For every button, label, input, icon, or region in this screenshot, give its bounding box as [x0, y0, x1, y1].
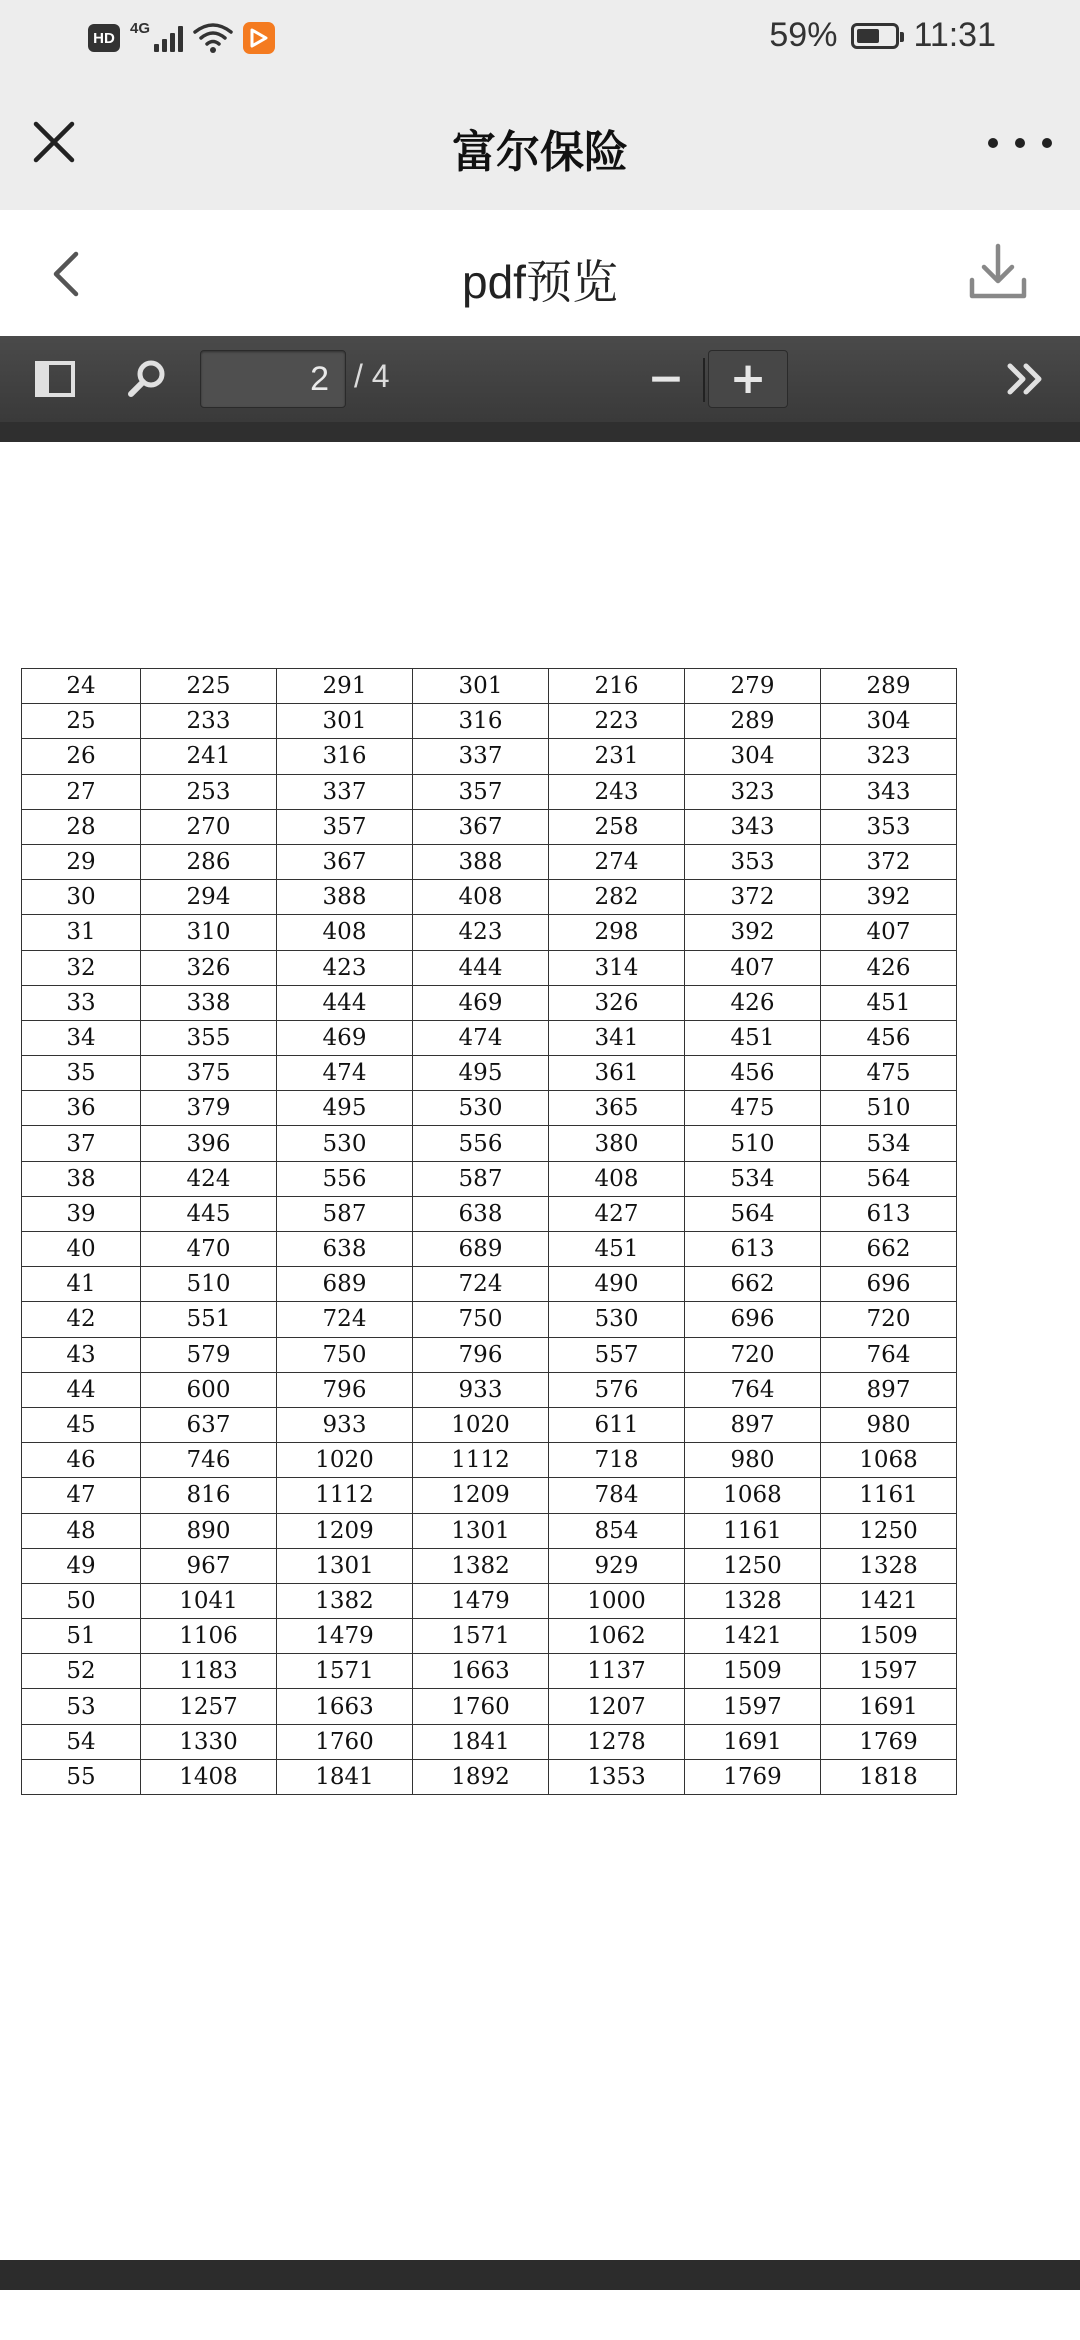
table-cell: 388 — [413, 844, 549, 879]
table-cell: 408 — [413, 880, 549, 915]
table-cell: 576 — [549, 1372, 685, 1407]
table-cell: 456 — [821, 1020, 957, 1055]
table-cell: 298 — [549, 915, 685, 950]
table-cell: 1408 — [141, 1759, 277, 1794]
table-cell: 556 — [277, 1161, 413, 1196]
table-cell: 613 — [685, 1232, 821, 1267]
table-cell: 1250 — [685, 1548, 821, 1583]
table-row — [22, 880, 957, 915]
table-cell: 724 — [413, 1267, 549, 1302]
table-cell: 1209 — [277, 1513, 413, 1548]
table-cell: 796 — [413, 1337, 549, 1372]
table-cell: 456 — [685, 1056, 821, 1091]
table-cell: 720 — [685, 1337, 821, 1372]
table-cell: 600 — [141, 1372, 277, 1407]
table-cell: 43 — [22, 1337, 141, 1372]
table-cell: 1509 — [821, 1619, 957, 1654]
search-icon[interactable] — [124, 356, 170, 402]
page-number-input[interactable]: 2 — [200, 350, 346, 408]
table-cell: 530 — [277, 1126, 413, 1161]
table-cell: 52 — [22, 1654, 141, 1689]
table-cell: 241 — [141, 739, 277, 774]
table-row — [22, 950, 957, 985]
table-cell: 301 — [413, 669, 549, 704]
table-cell: 510 — [821, 1091, 957, 1126]
table-cell: 696 — [821, 1267, 957, 1302]
table-cell: 1421 — [685, 1619, 821, 1654]
table-cell: 270 — [141, 809, 277, 844]
table-row — [22, 1443, 957, 1478]
table-row — [22, 1302, 957, 1337]
table-cell: 289 — [685, 704, 821, 739]
table-cell: 796 — [277, 1372, 413, 1407]
table-cell: 338 — [141, 985, 277, 1020]
table-cell: 392 — [821, 880, 957, 915]
status-icons-left — [88, 22, 275, 54]
table-row — [22, 739, 957, 774]
table-cell: 1571 — [413, 1619, 549, 1654]
table-cell: 45 — [22, 1407, 141, 1442]
zoom-in-label: + — [729, 353, 767, 404]
table-cell: 289 — [821, 669, 957, 704]
table-cell: 933 — [413, 1372, 549, 1407]
table-cell: 1278 — [549, 1724, 685, 1759]
bottom-bar — [0, 2260, 1080, 2290]
table-cell: 54 — [22, 1724, 141, 1759]
table-cell: 258 — [549, 809, 685, 844]
table-cell: 27 — [22, 774, 141, 809]
status-bar — [0, 0, 1080, 82]
table-cell: 32 — [22, 950, 141, 985]
table-cell: 724 — [277, 1302, 413, 1337]
table-cell: 854 — [549, 1513, 685, 1548]
table-cell: 314 — [549, 950, 685, 985]
table-cell: 474 — [413, 1020, 549, 1055]
table-cell: 764 — [821, 1337, 957, 1372]
table-cell: 662 — [685, 1267, 821, 1302]
table-row — [22, 809, 957, 844]
table-cell: 26 — [22, 739, 141, 774]
table-cell: 897 — [685, 1407, 821, 1442]
table-cell: 301 — [277, 704, 413, 739]
wifi-icon — [193, 22, 233, 54]
table-cell: 444 — [413, 950, 549, 985]
table-cell: 587 — [277, 1196, 413, 1231]
table-cell: 28 — [22, 809, 141, 844]
status-icons-right — [769, 16, 996, 55]
table-row — [22, 985, 957, 1020]
table-cell: 1257 — [141, 1689, 277, 1724]
table-cell: 1597 — [685, 1689, 821, 1724]
table-cell: 1020 — [413, 1407, 549, 1442]
pdf-toolbar — [0, 336, 1080, 422]
clock: 11:31 — [913, 16, 996, 54]
table-cell: 37 — [22, 1126, 141, 1161]
table-cell: 1353 — [549, 1759, 685, 1794]
table-cell: 1183 — [141, 1654, 277, 1689]
double-chevron-right-icon[interactable] — [1004, 356, 1050, 402]
table-cell: 1382 — [413, 1548, 549, 1583]
table-cell: 689 — [413, 1232, 549, 1267]
table-cell: 1137 — [549, 1654, 685, 1689]
app-title-bar — [0, 82, 1080, 210]
battery-percent: 59% — [769, 16, 838, 54]
table-cell: 1597 — [821, 1654, 957, 1689]
table-row — [22, 915, 957, 950]
table-cell: 1112 — [277, 1478, 413, 1513]
table-row — [22, 1267, 957, 1302]
table-cell: 469 — [413, 985, 549, 1020]
table-cell: 490 — [549, 1267, 685, 1302]
table-cell: 279 — [685, 669, 821, 704]
table-row — [22, 1232, 957, 1267]
table-cell: 44 — [22, 1372, 141, 1407]
download-icon[interactable] — [966, 240, 1030, 304]
table-row — [22, 1689, 957, 1724]
table-cell: 294 — [141, 880, 277, 915]
table-cell: 341 — [549, 1020, 685, 1055]
table-cell: 1509 — [685, 1654, 821, 1689]
table-cell: 475 — [685, 1091, 821, 1126]
table-cell: 1068 — [821, 1443, 957, 1478]
table-cell: 29 — [22, 844, 141, 879]
table-cell: 1421 — [821, 1583, 957, 1618]
table-cell: 1663 — [413, 1654, 549, 1689]
table-cell: 380 — [549, 1126, 685, 1161]
table-cell: 1068 — [685, 1478, 821, 1513]
table-cell: 30 — [22, 880, 141, 915]
zoom-out-button[interactable] — [632, 350, 700, 408]
table-cell: 286 — [141, 844, 277, 879]
table-cell: 1161 — [685, 1513, 821, 1548]
table-cell: 408 — [549, 1161, 685, 1196]
table-cell: 1769 — [685, 1759, 821, 1794]
table-row — [22, 1196, 957, 1231]
zoom-out-label: − — [647, 353, 685, 404]
zoom-separator — [703, 358, 705, 402]
table-cell: 372 — [821, 844, 957, 879]
table-cell: 216 — [549, 669, 685, 704]
table-cell: 223 — [549, 704, 685, 739]
table-cell: 355 — [141, 1020, 277, 1055]
hd-badge: HD — [88, 24, 120, 52]
table-cell: 337 — [277, 774, 413, 809]
table-row — [22, 1126, 957, 1161]
table-cell: 34 — [22, 1020, 141, 1055]
table-cell: 53 — [22, 1689, 141, 1724]
table-cell: 1041 — [141, 1583, 277, 1618]
table-cell: 1479 — [277, 1619, 413, 1654]
table-cell: 1112 — [413, 1443, 549, 1478]
table-cell: 357 — [413, 774, 549, 809]
table-cell: 1691 — [685, 1724, 821, 1759]
table-cell: 1328 — [821, 1548, 957, 1583]
table-cell: 451 — [685, 1020, 821, 1055]
table-cell: 1818 — [821, 1759, 957, 1794]
table-cell: 510 — [685, 1126, 821, 1161]
table-cell: 343 — [685, 809, 821, 844]
table-cell: 696 — [685, 1302, 821, 1337]
sub-navigation-bar — [0, 210, 1080, 336]
table-cell: 746 — [141, 1443, 277, 1478]
table-row — [22, 1020, 957, 1055]
table-cell: 1760 — [277, 1724, 413, 1759]
more-dots-icon[interactable] — [988, 128, 1052, 158]
table-cell: 365 — [549, 1091, 685, 1126]
table-cell: 469 — [277, 1020, 413, 1055]
table-cell: 551 — [141, 1302, 277, 1337]
table-cell: 1691 — [821, 1689, 957, 1724]
table-cell: 444 — [277, 985, 413, 1020]
table-cell: 1328 — [685, 1583, 821, 1618]
table-row — [22, 1091, 957, 1126]
table-cell: 357 — [277, 809, 413, 844]
table-cell: 1382 — [277, 1583, 413, 1618]
table-cell: 372 — [685, 880, 821, 915]
table-cell: 534 — [685, 1161, 821, 1196]
table-cell: 530 — [413, 1091, 549, 1126]
table-cell: 426 — [821, 950, 957, 985]
rate-table — [21, 668, 957, 1795]
table-cell: 361 — [549, 1056, 685, 1091]
table-cell: 475 — [821, 1056, 957, 1091]
table-cell: 980 — [821, 1407, 957, 1442]
sidebar-toggle-icon[interactable] — [32, 356, 78, 402]
table-cell: 367 — [277, 844, 413, 879]
table-cell: 750 — [413, 1302, 549, 1337]
table-cell: 25 — [22, 704, 141, 739]
table-cell: 1250 — [821, 1513, 957, 1548]
table-cell: 39 — [22, 1196, 141, 1231]
table-cell: 564 — [821, 1161, 957, 1196]
table-cell: 304 — [821, 704, 957, 739]
table-cell: 396 — [141, 1126, 277, 1161]
table-row — [22, 1407, 957, 1442]
table-cell: 49 — [22, 1548, 141, 1583]
table-cell: 38 — [22, 1161, 141, 1196]
table-cell: 720 — [821, 1302, 957, 1337]
table-cell: 1760 — [413, 1689, 549, 1724]
table-cell: 611 — [549, 1407, 685, 1442]
table-cell: 24 — [22, 669, 141, 704]
video-app-icon — [243, 22, 275, 54]
table-cell: 474 — [277, 1056, 413, 1091]
table-row — [22, 704, 957, 739]
table-row — [22, 1478, 957, 1513]
table-cell: 375 — [141, 1056, 277, 1091]
table-cell: 323 — [685, 774, 821, 809]
table-cell: 35 — [22, 1056, 141, 1091]
table-cell: 274 — [549, 844, 685, 879]
network-type: 4G — [130, 20, 151, 37]
table-cell: 445 — [141, 1196, 277, 1231]
table-cell: 33 — [22, 985, 141, 1020]
table-cell: 407 — [685, 950, 821, 985]
table-cell: 1841 — [277, 1759, 413, 1794]
table-cell: 1207 — [549, 1689, 685, 1724]
table-cell: 638 — [277, 1232, 413, 1267]
table-cell: 534 — [821, 1126, 957, 1161]
table-cell: 427 — [549, 1196, 685, 1231]
table-cell: 556 — [413, 1126, 549, 1161]
table-cell: 1663 — [277, 1689, 413, 1724]
table-cell: 388 — [277, 880, 413, 915]
table-cell: 1106 — [141, 1619, 277, 1654]
table-row — [22, 774, 957, 809]
table-cell: 451 — [821, 985, 957, 1020]
table-cell: 1892 — [413, 1759, 549, 1794]
table-cell: 929 — [549, 1548, 685, 1583]
table-cell: 379 — [141, 1091, 277, 1126]
table-cell: 326 — [141, 950, 277, 985]
table-cell: 316 — [277, 739, 413, 774]
table-cell: 750 — [277, 1337, 413, 1372]
table-cell: 816 — [141, 1478, 277, 1513]
table-cell: 557 — [549, 1337, 685, 1372]
table-cell: 31 — [22, 915, 141, 950]
app-title: 富尔保险 — [452, 127, 628, 178]
table-cell: 530 — [549, 1302, 685, 1337]
table-cell: 638 — [413, 1196, 549, 1231]
table-cell: 967 — [141, 1548, 277, 1583]
table-row — [22, 1619, 957, 1654]
table-row — [22, 1548, 957, 1583]
table-cell: 1301 — [413, 1513, 549, 1548]
battery-icon — [851, 23, 899, 49]
table-cell: 47 — [22, 1478, 141, 1513]
table-cell: 1301 — [277, 1548, 413, 1583]
table-row — [22, 1724, 957, 1759]
table-cell: 40 — [22, 1232, 141, 1267]
table-cell: 225 — [141, 669, 277, 704]
table-row — [22, 844, 957, 879]
table-cell: 1000 — [549, 1583, 685, 1618]
table-cell: 55 — [22, 1759, 141, 1794]
table-cell: 495 — [413, 1056, 549, 1091]
table-cell: 1769 — [821, 1724, 957, 1759]
table-cell: 495 — [277, 1091, 413, 1126]
table-cell: 718 — [549, 1443, 685, 1478]
table-cell: 1161 — [821, 1478, 957, 1513]
table-cell: 510 — [141, 1267, 277, 1302]
table-cell: 243 — [549, 774, 685, 809]
table-cell: 1062 — [549, 1619, 685, 1654]
signal-icon — [154, 24, 183, 52]
table-cell: 1209 — [413, 1478, 549, 1513]
table-cell: 46 — [22, 1443, 141, 1478]
table-cell: 42 — [22, 1302, 141, 1337]
table-cell: 564 — [685, 1196, 821, 1231]
table-cell: 343 — [821, 774, 957, 809]
table-cell: 980 — [685, 1443, 821, 1478]
table-cell: 764 — [685, 1372, 821, 1407]
table-cell: 36 — [22, 1091, 141, 1126]
table-cell: 426 — [685, 985, 821, 1020]
table-cell: 367 — [413, 809, 549, 844]
table-cell: 579 — [141, 1337, 277, 1372]
table-row — [22, 1513, 957, 1548]
table-cell: 291 — [277, 669, 413, 704]
table-cell: 451 — [549, 1232, 685, 1267]
table-row — [22, 1372, 957, 1407]
page-title: pdf预览 — [462, 256, 618, 308]
table-cell: 41 — [22, 1267, 141, 1302]
table-cell: 689 — [277, 1267, 413, 1302]
table-cell: 231 — [549, 739, 685, 774]
table-cell: 282 — [549, 880, 685, 915]
table-cell: 304 — [685, 739, 821, 774]
table-cell: 353 — [685, 844, 821, 879]
table-cell: 392 — [685, 915, 821, 950]
table-cell: 1841 — [413, 1724, 549, 1759]
table-cell: 253 — [141, 774, 277, 809]
table-cell: 613 — [821, 1196, 957, 1231]
table-cell: 587 — [413, 1161, 549, 1196]
table-cell: 310 — [141, 915, 277, 950]
table-cell: 408 — [277, 915, 413, 950]
table-cell: 1330 — [141, 1724, 277, 1759]
table-cell: 1571 — [277, 1654, 413, 1689]
table-cell: 933 — [277, 1407, 413, 1442]
table-cell: 48 — [22, 1513, 141, 1548]
table-row — [22, 1056, 957, 1091]
table-cell: 233 — [141, 704, 277, 739]
table-cell: 424 — [141, 1161, 277, 1196]
table-cell: 890 — [141, 1513, 277, 1548]
table-cell: 323 — [821, 739, 957, 774]
table-cell: 784 — [549, 1478, 685, 1513]
table-cell: 1020 — [277, 1443, 413, 1478]
table-cell: 897 — [821, 1372, 957, 1407]
table-row — [22, 1654, 957, 1689]
table-row — [22, 669, 957, 704]
table-cell: 50 — [22, 1583, 141, 1618]
table-row — [22, 1759, 957, 1794]
pdf-page[interactable] — [0, 442, 1080, 2260]
table-cell: 407 — [821, 915, 957, 950]
zoom-in-button[interactable] — [708, 350, 788, 408]
table-cell: 423 — [413, 915, 549, 950]
table-cell: 51 — [22, 1619, 141, 1654]
table-cell: 316 — [413, 704, 549, 739]
table-cell: 637 — [141, 1407, 277, 1442]
table-row — [22, 1161, 957, 1196]
table-cell: 1479 — [413, 1583, 549, 1618]
table-cell: 662 — [821, 1232, 957, 1267]
table-cell: 353 — [821, 809, 957, 844]
table-cell: 326 — [549, 985, 685, 1020]
table-cell: 423 — [277, 950, 413, 985]
toolbar-shadow — [0, 422, 1080, 442]
page-total: / 4 — [354, 358, 390, 394]
table-cell: 470 — [141, 1232, 277, 1267]
table-row — [22, 1583, 957, 1618]
table-row — [22, 1337, 957, 1372]
table-cell: 337 — [413, 739, 549, 774]
